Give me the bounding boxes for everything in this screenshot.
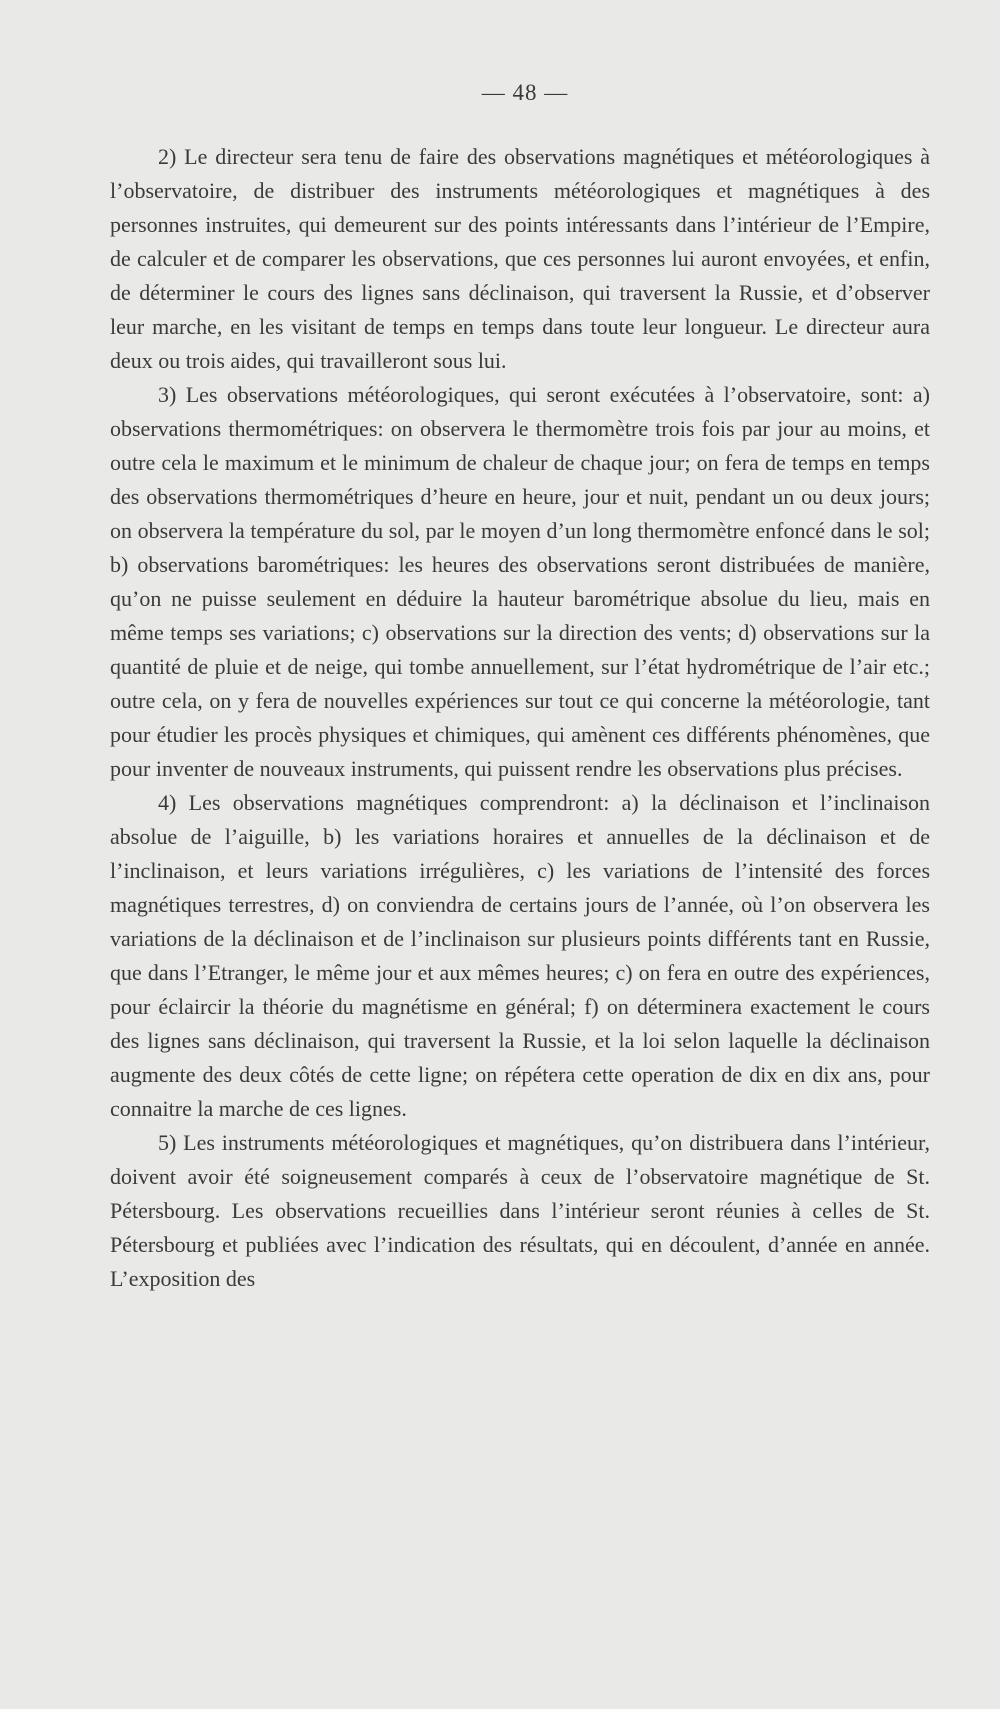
paragraph-4-observations-magnetiques: 4) Les observations magnétiques comprendront: a) la déclinaison et l’inclinaison absolue de l’aiguille, b) les variations horaires et annuelles de la déclinaison et de l’inclinaison, et leurs variations irrégulières, c) les variations de l’intensité des forces magnétiques terrestres, d) on conviendra de certains jours de l’année, où l’on observera les variations de la déclinaison et de l’inclinaison sur plusieurs points différents tant en Russie, que dans l’Etranger, le même jour et aux mêmes heures; c) on fera en outre des expériences, pour éclaircir la théorie du magnétisme en général; f) on déterminera exactement le cours des lignes sans déclinaison, qui traversent la Russie, et la loi selon laquelle la déclinaison augmente des deux côtés de cette ligne; on répétera cette operation de dix en dix ans, pour connaitre la marche de ces lignes. xyxy=(110,790,930,1121)
page-number: — 48 — xyxy=(481,80,569,105)
paragraph-2-directeur: 2) Le directeur sera tenu de faire des observations magnétiques et météorologiques à l’observatoire, de distribuer des instruments météorologiques et magnétiques à des personnes instruites, qui demeurent sur des points intéressants dans l’intérieur de l’Empire, de calculer et de comparer les observations, que ces personnes lui auront envoyées, et enfin, de déterminer le cours des lignes sans déclinaison, qui traversent la Russie, et d’observer leur marche, en les visitant de temps en temps dans toute leur longueur. Le directeur aura deux ou trois aides, qui travailleront sous lui. xyxy=(110,144,930,373)
paragraph-5-instruments: 5) Les instruments météorologiques et magnétiques, qu’on distribuera dans l’intérieur, doivent avoir été soigneusement comparés à ceux de l’observatoire magnétique de St. Pétersbourg. Les observations recueillies dans l’intérieur seront réunies à celles de St. Pétersbourg et publiées avec l’indication des résultats, qui en découlent, d’année en année. L’exposition des xyxy=(110,1130,930,1291)
paragraph-3-observations-meteorologiques: 3) Les observations météorologiques, qui seront exécutées à l’observatoire, sont: a) observations thermométriques: on observera le thermomètre trois fois par jour au moins, et outre cela le maximum et le minimum de chaleur de chaque jour; on fera de temps en temps des observations thermométriques d’heure en heure, jour et nuit, pendant un ou deux jours; on observera la température du sol, par le moyen d’un long thermomètre enfoncé dans le sol; b) observations barométriques: les heures des observations seront distribuées de manière, qu’on ne puisse seulement en déduire la hauteur barométrique absolue du lieu, mais en même temps ses variations; c) observations sur la direction des vents; d) observations sur la quantité de pluie et de neige, qui tombe annuellement, sur l’état hydrométrique de l’air etc.; outre cela, on y fera de nouvelles expériences sur tout ce qui concerne la météorologie, tant pour étudier les procès physiques et chimiques, qui amènent ces différents phénomènes, que pour inventer de nouveaux instruments, qui puissent rendre les observations plus précises. xyxy=(110,382,930,781)
